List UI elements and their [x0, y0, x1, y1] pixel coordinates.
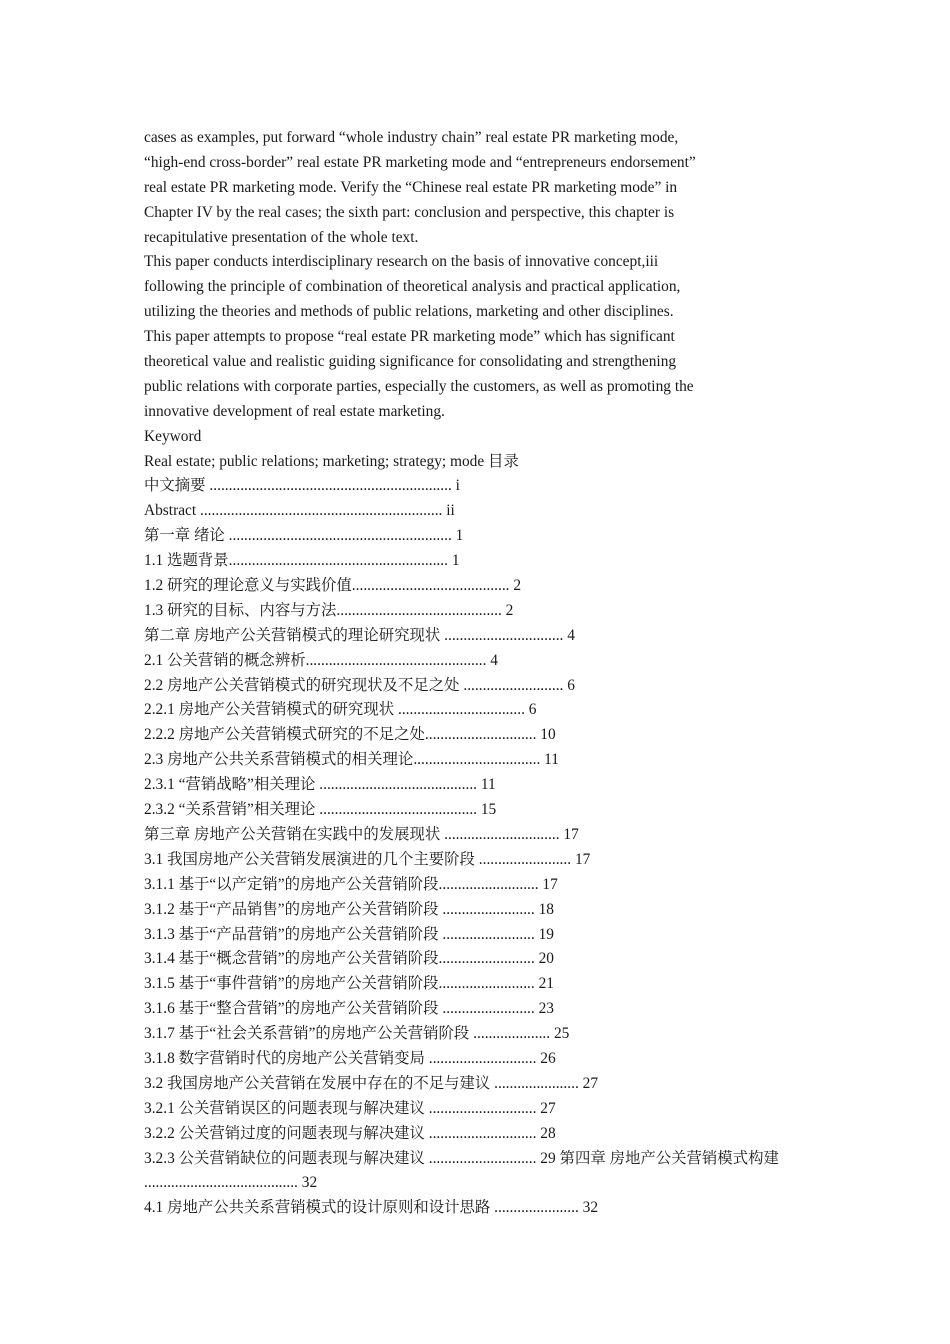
toc-entry: 4.1 房地产公共关系营销模式的设计原则和设计思路 ...................... 32 [144, 1199, 599, 1217]
body-text-line: “high-end cross-border” real estate PR marketing mode and “entrepreneurs endorsement” [144, 153, 696, 171]
toc-entry: 3.1.7 基于“社会关系营销”的房地产公关营销阶段 .................... 25 [144, 1025, 570, 1043]
toc-entry: 第三章 房地产公关营销在实践中的发展现状 .............................. 17 [144, 825, 579, 843]
toc-entry: 2.3 房地产公共关系营销模式的相关理论................................. 11 [144, 751, 559, 769]
toc-entry: 第一章 绪论 .......................................................... 1 [144, 527, 464, 545]
toc-entry: 3.2.2 公关营销过度的问题表现与解决建议 ............................ 28 [144, 1124, 556, 1142]
body-text-line: innovative development of real estate marketing. [144, 402, 445, 420]
toc-entry: 3.1.2 基于“产品销售”的房地产公关营销阶段 ........................ 18 [144, 900, 554, 918]
toc-entry: 2.2 房地产公关营销模式的研究现状及不足之处 .......................... 6 [144, 676, 575, 694]
body-text-line: theoretical value and realistic guiding significance for consolidating and strengthening [144, 353, 677, 371]
toc-entry: Abstract ............................................................... ii [144, 502, 455, 520]
toc-entry: 1.2 研究的理论意义与实践价值......................................... 2 [144, 577, 522, 595]
toc-entry: 2.2.1 房地产公关营销模式的研究现状 ................................. 6 [144, 701, 537, 719]
toc-entry: 第二章 房地产公关营销模式的理论研究现状 ............................... 4 [144, 626, 575, 644]
body-text-line: public relations with corporate parties, especially the customers, as well as promoting the [144, 377, 694, 395]
body-text-line: cases as examples, put forward “whole industry chain” real estate PR marketing mode, [144, 129, 679, 146]
keyword-heading: Keyword [144, 427, 202, 445]
toc-entry: 1.1 选题背景......................................................... 1 [144, 552, 460, 570]
toc-entry: 3.1.6 基于“整合营销”的房地产公关营销阶段 ........................ 23 [144, 1000, 554, 1018]
toc-entry: 2.1 公关营销的概念辨析............................................... 4 [144, 651, 498, 669]
toc-entry: 3.1.4 基于“概念营销”的房地产公关营销阶段......................... 20 [144, 950, 554, 968]
toc-entry: 中文摘要 ............................................................... i [144, 477, 460, 495]
toc-entry: 1.3 研究的目标、内容与方法........................................... 2 [144, 601, 514, 619]
body-text-line: real estate PR marketing mode. Verify the “Chinese real estate PR marketing mode” in [144, 178, 678, 196]
body-text-line: recapitulative presentation of the whole text. [144, 228, 419, 246]
body-text-line: This paper conducts interdisciplinary research on the basis of innovative concept,iii [144, 253, 659, 271]
toc-entry: 3.1 我国房地产公关营销发展演进的几个主要阶段 ........................ 17 [144, 850, 591, 868]
toc-entry: 2.3.1 “营销战略”相关理论 ......................................... 11 [144, 776, 496, 794]
toc-entry: 2.2.2 房地产公关营销模式研究的不足之处............................. 10 [144, 726, 556, 744]
toc-entry: 3.1.8 数字营销时代的房地产公关营销变局 ............................ 26 [144, 1049, 556, 1067]
toc-entry: 3.2 我国房地产公关营销在发展中存在的不足与建议 ...................... 27 [144, 1074, 599, 1092]
body-text-line: This paper attempts to propose “real estate PR marketing mode” which has significant [144, 328, 675, 346]
toc-entry: 3.1.5 基于“事件营销”的房地产公关营销阶段......................... 21 [144, 975, 554, 993]
document-body [144, 126, 814, 1221]
toc-entry-wrapped: 3.2.3 公关营销缺位的问题表现与解决建议 ............................ 29 第四章 房地产公关营销模式构建 ........................................ 32 [144, 1149, 779, 1192]
keywords-line: Real estate; public relations; marketing; strategy; mode 目录 [144, 452, 519, 470]
toc-entry: 3.1.3 基于“产品营销”的房地产公关营销阶段 ........................ 19 [144, 925, 554, 943]
body-text-line: Chapter IV by the real cases; the sixth part: conclusion and perspective, this chapter is [144, 203, 675, 221]
body-text-line: following the principle of combination of theoretical analysis and practical application, [144, 278, 681, 296]
toc-entry: 3.1.1 基于“以产定销”的房地产公关营销阶段.......................... 17 [144, 875, 558, 893]
toc-entry: 3.2.1 公关营销误区的问题表现与解决建议 ............................ 27 [144, 1099, 556, 1117]
toc-entry: 2.3.2 “关系营销”相关理论 ......................................... 15 [144, 801, 497, 819]
body-text-line: utilizing the theories and methods of public relations, marketing and other disciplines. [144, 303, 674, 321]
